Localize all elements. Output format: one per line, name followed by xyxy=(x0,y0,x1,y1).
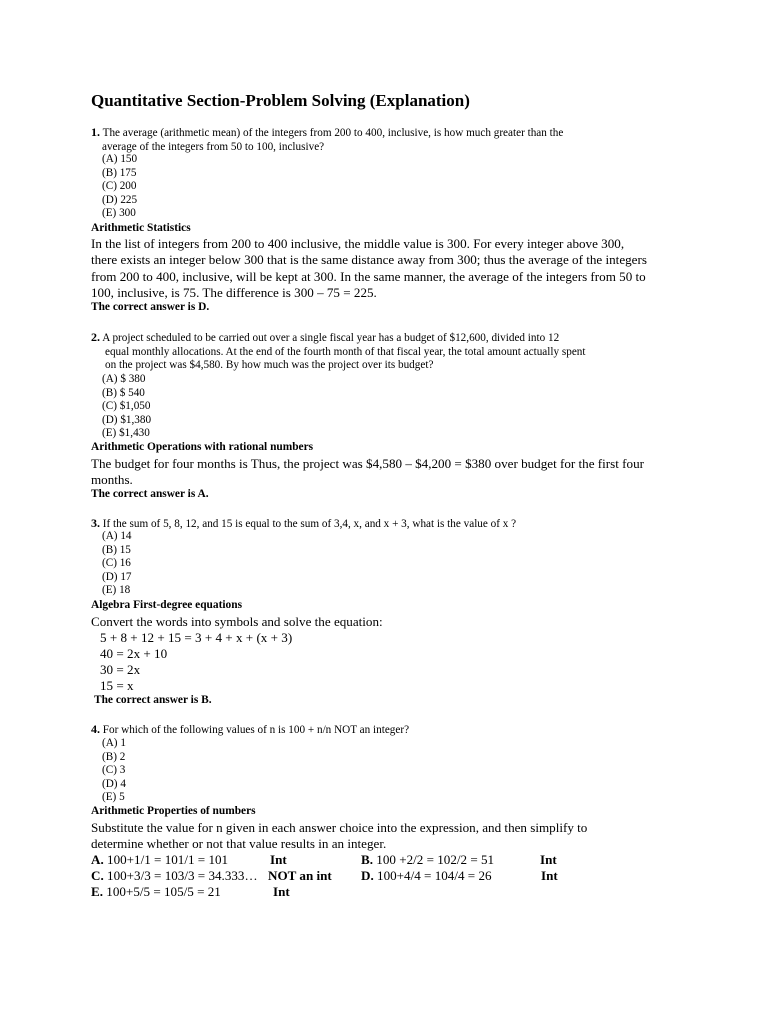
option: (C) $1,050 xyxy=(102,400,151,413)
choice-letter: B. xyxy=(361,852,374,867)
explanation-line: Substitute the value for n given in each answer choice into the expression, and then simplify to xyxy=(91,820,588,835)
explanation-line: from 200 to 400, inclusive, will be kept at 300. In the same manner, the average of the integers from 50 to xyxy=(91,268,646,284)
question-text: If the sum of 5, 8, 12, and 15 is equal to the sum of 3,4, x, and x + 3, what is the value of x ? xyxy=(102,518,517,530)
section-label-2: Arithmetic Operations with rational numbers xyxy=(91,441,314,453)
answer-options-2 xyxy=(102,373,151,441)
option: (E) $1,430 xyxy=(102,427,150,440)
choice-result: Int xyxy=(273,884,290,899)
option: (B) 2 xyxy=(102,750,126,763)
equation-line: 40 = 2x + 10 xyxy=(100,646,168,661)
explanation-1 xyxy=(91,236,691,302)
option: (D) $1,380 xyxy=(102,413,152,426)
equation-line: 5 + 8 + 12 + 15 = 3 + 4 + x + (x + 3) xyxy=(100,630,293,645)
equation-steps xyxy=(100,630,292,694)
correct-answer-3: The correct answer is B. xyxy=(94,694,212,706)
option: (B) 175 xyxy=(102,166,137,179)
choice-evaluation-b xyxy=(361,852,494,868)
choice-expression: 100+3/3 = 103/3 = 34.333… xyxy=(107,868,258,883)
option: (E) 300 xyxy=(102,207,136,220)
explanation-line: In the list of integers from 200 to 400 inclusive, the middle value is 300. For every integer above 300, xyxy=(91,236,625,251)
option: (D) 4 xyxy=(102,777,126,790)
question-3 xyxy=(91,517,516,532)
equation-line: 15 = x xyxy=(100,678,134,693)
option: (E) 18 xyxy=(102,584,131,597)
choice-evaluation-e xyxy=(91,884,221,900)
question-number: 2. xyxy=(91,330,100,344)
choice-letter: A. xyxy=(91,852,104,867)
explanation-4 xyxy=(91,820,691,853)
equation-line: 30 = 2x xyxy=(100,662,141,677)
correct-answer-2: The correct answer is A. xyxy=(91,488,209,500)
choice-letter: D. xyxy=(361,868,374,883)
answer-options-3 xyxy=(102,530,132,598)
choice-letter: C. xyxy=(91,868,104,883)
option: (A) 14 xyxy=(102,530,132,542)
choice-letter: E. xyxy=(91,884,104,899)
choice-expression: 100 +2/2 = 102/2 = 51 xyxy=(376,852,495,867)
choice-expression: 100+1/1 = 101/1 = 101 xyxy=(107,852,229,867)
page-title: Quantitative Section-Problem Solving (Explanation) xyxy=(91,91,470,110)
question-text: on the project was $4,580. By how much was the project over its budget? xyxy=(105,359,434,372)
option: (A) 150 xyxy=(102,153,138,165)
question-text: equal monthly allocations. At the end of the fourth month of that fiscal year, the total amount actually spent xyxy=(105,345,586,358)
explanation-line: The budget for four months is Thus, the project was $4,580 – $4,200 = $380 over budget for the first four xyxy=(91,456,644,471)
explanation-3 xyxy=(91,614,691,630)
explanation-line: there exists an integer below 300 that is the same distance away from 300; thus the average of the integers xyxy=(91,252,647,268)
question-number: 1. xyxy=(91,125,100,139)
choice-evaluation-d xyxy=(361,868,492,884)
option: (A) $ 380 xyxy=(102,373,146,385)
question-number: 3. xyxy=(91,516,100,530)
option: (D) 17 xyxy=(102,570,132,583)
option: (A) 1 xyxy=(102,737,126,749)
choice-result: Int xyxy=(540,852,557,867)
option: (B) $ 540 xyxy=(102,386,145,399)
choice-evaluation-a xyxy=(91,852,228,868)
question-text: For which of the following values of n is 100 + n/n NOT an integer? xyxy=(102,724,410,736)
choice-result: Int xyxy=(541,868,558,883)
choice-evaluation-c xyxy=(91,868,258,884)
explanation-line: 100, inclusive, is 75. The difference is 300 – 75 = 225. xyxy=(91,285,377,301)
section-label-3: Algebra First-degree equations xyxy=(91,599,243,611)
question-text: A project scheduled to be carried out over a single fiscal year has a budget of $12,600, divided into 12 xyxy=(102,332,560,344)
section-label-1: Arithmetic Statistics xyxy=(91,222,191,234)
explanation-2 xyxy=(91,456,691,489)
question-2 xyxy=(91,331,586,373)
choice-result: NOT an int xyxy=(268,868,332,883)
answer-options-4 xyxy=(102,737,126,805)
option: (B) 15 xyxy=(102,543,131,556)
question-number: 4. xyxy=(91,722,100,736)
choice-expression: 100+4/4 = 104/4 = 26 xyxy=(377,868,492,883)
option: (C) 200 xyxy=(102,180,137,193)
explanation-line: months. xyxy=(91,472,133,488)
question-4 xyxy=(91,723,409,738)
option: (C) 16 xyxy=(102,557,131,570)
question-1 xyxy=(91,126,563,154)
question-text: average of the integers from 50 to 100, inclusive? xyxy=(102,140,325,153)
answer-options-1 xyxy=(102,153,137,221)
question-text: The average (arithmetic mean) of the integers from 200 to 400, inclusive, is how much greater than the xyxy=(102,127,564,139)
correct-answer-1: The correct answer is D. xyxy=(91,301,210,313)
option: (D) 225 xyxy=(102,193,138,206)
option: (E) 5 xyxy=(102,791,125,804)
choice-expression: 100+5/5 = 105/5 = 21 xyxy=(106,884,221,899)
option: (C) 3 xyxy=(102,764,126,777)
choice-result: Int xyxy=(270,852,287,867)
explanation-line: Convert the words into symbols and solve the equation: xyxy=(91,614,383,629)
explanation-line: determine whether or not that value results in an integer. xyxy=(91,836,387,852)
section-label-4: Arithmetic Properties of numbers xyxy=(91,805,256,817)
